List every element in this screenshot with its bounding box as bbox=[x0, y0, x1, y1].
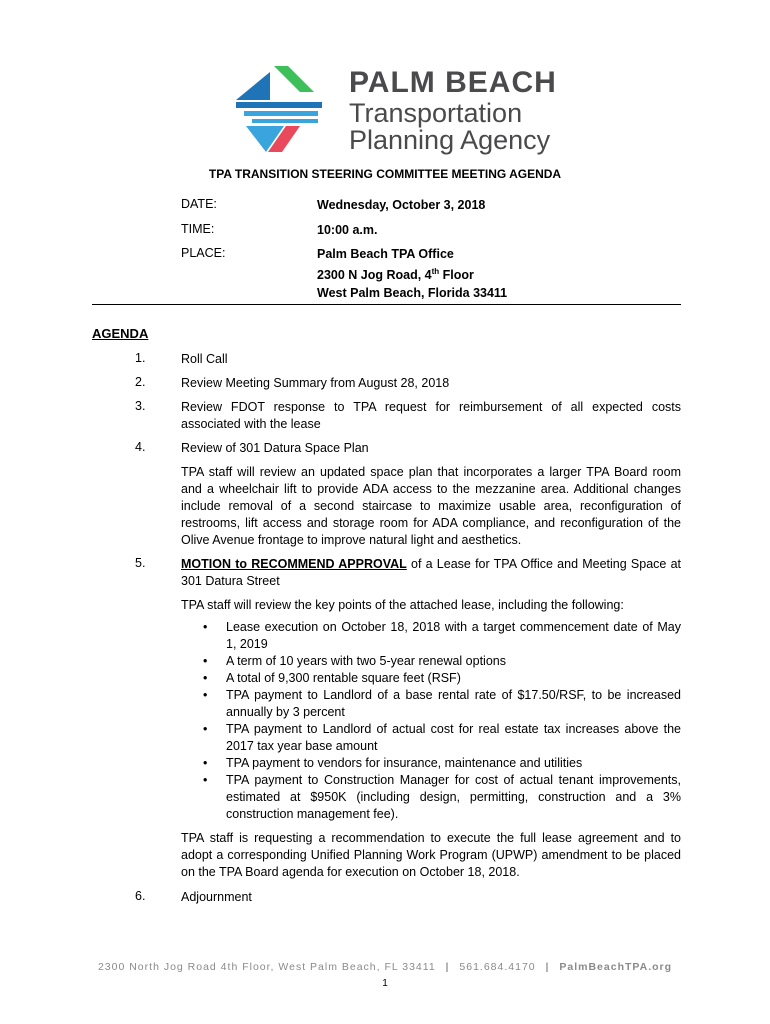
agenda-item-adjournment: Adjournment bbox=[181, 890, 252, 904]
place-line-1: Palm Beach TPA Office bbox=[317, 247, 454, 261]
place-label: PLACE: bbox=[181, 246, 226, 260]
item-number: 3. bbox=[135, 399, 146, 413]
list-item: • TPA payment to Landlord of actual cost for real estate tax increases above the 2017 tax year base amount bbox=[200, 721, 681, 755]
logo-stripe bbox=[236, 102, 322, 108]
page-number: 1 bbox=[382, 978, 388, 989]
footer-address: 2300 North Jog Road 4th Floor, West Palm Beach, FL 33411 bbox=[97, 961, 436, 973]
list-item: • TPA payment to Landlord of a base rental rate of $17.50/RSF, to be increased annually by 3 percent bbox=[200, 687, 681, 721]
logo-green-chevron bbox=[274, 66, 314, 92]
logo-line-transportation: Transportation bbox=[349, 98, 523, 128]
item-number: 4. bbox=[135, 440, 146, 454]
agenda-item-space-plan: Review of 301 Datura Space Plan bbox=[181, 441, 369, 455]
agenda-heading: AGENDA bbox=[92, 326, 149, 341]
tpa-logo-mark bbox=[232, 66, 342, 158]
logo-blue-triangle bbox=[236, 72, 270, 100]
page-footer: 2300 North Jog Road 4th Floor, West Palm Beach, FL 33411 | 561.684.4170 | PalmBeachTPA.org bbox=[97, 961, 673, 973]
list-item: • TPA payment to vendors for insurance, maintenance and utilities bbox=[200, 755, 681, 772]
agenda-item-fdot-response: Review FDOT response to TPA request for reimbursement of all expected costs associated with the lease bbox=[181, 400, 681, 431]
document-title: TPA TRANSITION STEERING COMMITTEE MEETING AGENDA bbox=[208, 167, 562, 181]
space-plan-detail: TPA staff will review an updated space plan that incorporates a larger TPA Board room and a wheelchair lift to provide ADA access to the mezzanine area. Additional changes include removal of a second staircase to maximize usable area, reconfiguration of restrooms, lift access and storage room for ADA compliance, and reconfiguration of the Olive Avenue frontage to improve natural light and aesthetics. bbox=[181, 465, 681, 547]
logo-line-palm-beach: PALM BEACH bbox=[349, 66, 557, 99]
tpa-logo bbox=[232, 66, 557, 158]
logo-stripe bbox=[252, 119, 318, 123]
list-item: • Lease execution on October 18, 2018 with a target commencement date of May 1, 2019 bbox=[200, 619, 681, 653]
time-value: 10:00 a.m. bbox=[317, 223, 378, 237]
date-value: Wednesday, October 3, 2018 bbox=[317, 198, 486, 212]
list-item: • TPA payment to Construction Manager for cost of actual tenant improvements, estimated at $950K (including design, permitting, construction and a 3% construction management fee). bbox=[200, 772, 681, 823]
header-divider bbox=[92, 304, 681, 305]
time-label: TIME: bbox=[181, 222, 215, 236]
footer-phone: 561.684.4170 bbox=[459, 961, 536, 973]
item-number: 6. bbox=[135, 889, 146, 903]
lease-key-points bbox=[200, 619, 681, 823]
list-item: • A term of 10 years with two 5-year renewal options bbox=[200, 653, 681, 670]
list-item: • A total of 9,300 rentable square feet (RSF) bbox=[200, 670, 681, 687]
agenda-item-lease-motion: MOTION to RECOMMEND APPROVAL of a Lease for TPA Office and Meeting Space at 301 Datura Street bbox=[181, 557, 681, 588]
footer-website: PalmBeachTPA.org bbox=[559, 961, 673, 973]
agenda-item-meeting-summary: Review Meeting Summary from August 28, 2018 bbox=[181, 376, 450, 390]
item-number: 1. bbox=[135, 351, 146, 365]
place-line-2: 2300 N Jog Road, 4th Floor bbox=[317, 267, 474, 283]
item-number: 5. bbox=[135, 556, 146, 570]
motion-label: MOTION to RECOMMEND APPROVAL bbox=[181, 557, 407, 571]
lease-closing: TPA staff is requesting a recommendation to execute the full lease agreement and to adopt a corresponding Unified Planning Work Program (UPWP) amendment to be placed on the TPA Board agenda for execution on October 18, 2018. bbox=[181, 831, 681, 879]
item-number: 2. bbox=[135, 375, 146, 389]
agenda-item-roll-call: Roll Call bbox=[181, 352, 228, 366]
place-line-3: West Palm Beach, Florida 33411 bbox=[317, 286, 508, 301]
logo-line-planning-agency: Planning Agency bbox=[349, 125, 551, 155]
place-value bbox=[317, 245, 507, 302]
lease-intro: TPA staff will review the key points of the attached lease, including the following: bbox=[181, 598, 624, 612]
date-label: DATE: bbox=[181, 197, 217, 211]
logo-stripe bbox=[244, 111, 318, 116]
